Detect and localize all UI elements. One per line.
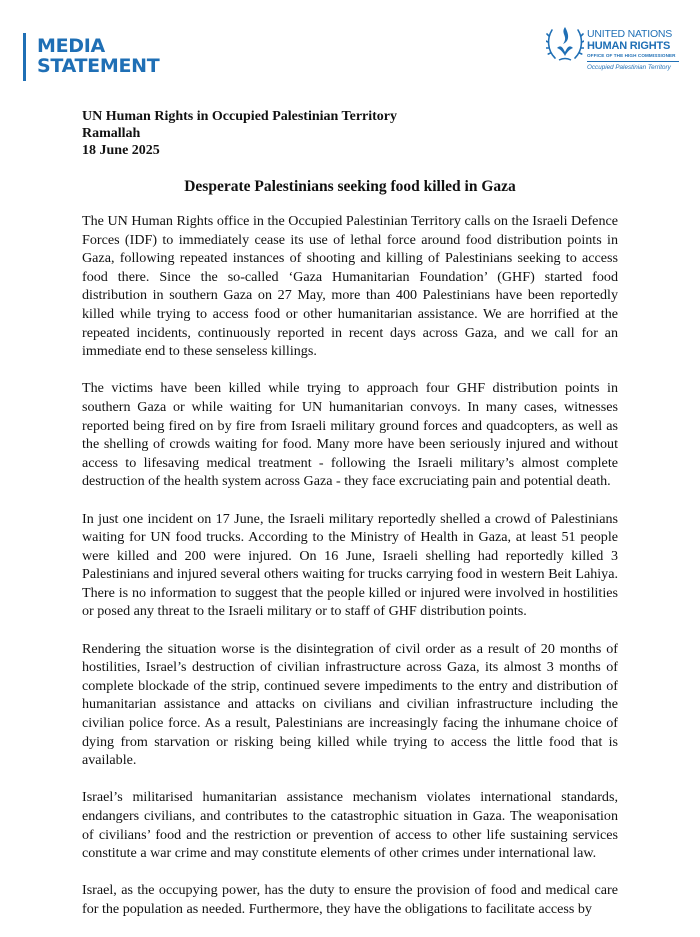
body-paragraph-6: Israel, as the occupying power, has the duty to ensure the provision of food and medical care for the population as needed. Furthermore, they have the obligations to facilitate access by [82,882,618,917]
un-emblem-icon [546,22,584,66]
body-paragraph-4: Rendering the situation worse is the disintegration of civil order as a result of 20 months of hostilities, Israel’s destruction of civilian infrastructure across Gaza, its almost 3 months of complete blockade of the strip, continued severe impediments to the entry and distribution of humanitarian assistance and attacks on civilians and civilian infrastructure including the civilian police force. As a result, Palestinians are increasingly facing the inhumane choice of dying from starvation or risking being killed while trying to access the little food that is available. [82,640,618,769]
body-paragraph-3: In just one incident on 17 June, the Israeli military reportedly shelled a crowd of Palestinians waiting for UN food trucks. According to the Ministry of Health in Gaza, at least 51 people were killed and 200 were injured. On 16 June, Israeli shelling had reportedly killed 3 Palestinians and injured several others waiting for trucks carrying food in western Beit Lahiya. There is no information to suggest that the people killed or injured were involved in hostilities or posed any threat to the Israeli military or to staff of GHF distribution points. [82,510,618,620]
logo-divider [587,61,679,62]
media-statement-label [37,36,159,76]
logo-line-office: OFFICE OF THE HIGH COMMISSIONER [587,53,676,58]
statement-meta [82,108,397,159]
header-accent-bar [23,33,26,81]
media-label-line1: MEDIA [37,35,105,57]
meta-office: UN Human Rights in Occupied Palestinian Territory [82,109,398,124]
meta-date: 18 June 2025 [82,143,160,158]
body-paragraph-2: The victims have been killed while trying to approach four GHF distribution points in southern Gaza or while waiting for UN humanitarian convoys. In many cases, witnesses reported being fired on by fire from Israeli military ground forces and quadcopters, as well as the shelling of crowds waiting for food. Many more have been seriously injured and without access to lifesaving medical treatment - following the Israeli military’s almost complete destruction of the health system across Gaza - they face excruciating pain and potential death. [82,380,618,490]
logo-line-territory: Occupied Palestinian Territory [587,64,671,71]
statement-body [82,212,618,937]
body-paragraph-5: Israel’s militarised humanitarian assistance mechanism violates international standards, endangers civilians, and contributes to the catastrophic situation in Gaza. The weaponisation of civilians’ food and the restriction or prevention of access to other life sustaining services constitute a war crime and may constitute elements of other crimes under international law. [82,789,618,862]
un-human-rights-logo [546,22,676,82]
media-label-line2: STATEMENT [37,55,160,77]
body-paragraph-1: The UN Human Rights office in the Occupied Palestinian Territory calls on the Israeli Defence Forces (IDF) to immediately cease its use of lethal force around food distribution points in Gaza, following repeated instances of shooting and killing of Palestinians seeking to access food there. Since the so-called ‘Gaza Humanitarian Foundation’ (GHF) started food distribution in southern Gaza on 27 May, more than 400 Palestinians have been reportedly killed while trying to access food or other humanitarian assistance. We are horrified at the repeated incidents, continuously reported in recent days across Gaza, and we call for an immediate end to these senseless killings. [82,213,618,360]
meta-location: Ramallah [82,126,141,141]
logo-line-human-rights: HUMAN RIGHTS [587,40,671,52]
statement-headline: Desperate Palestinians seeking food killed in Gaza [184,178,516,195]
logo-line-united-nations: UNITED NATIONS [587,28,673,40]
